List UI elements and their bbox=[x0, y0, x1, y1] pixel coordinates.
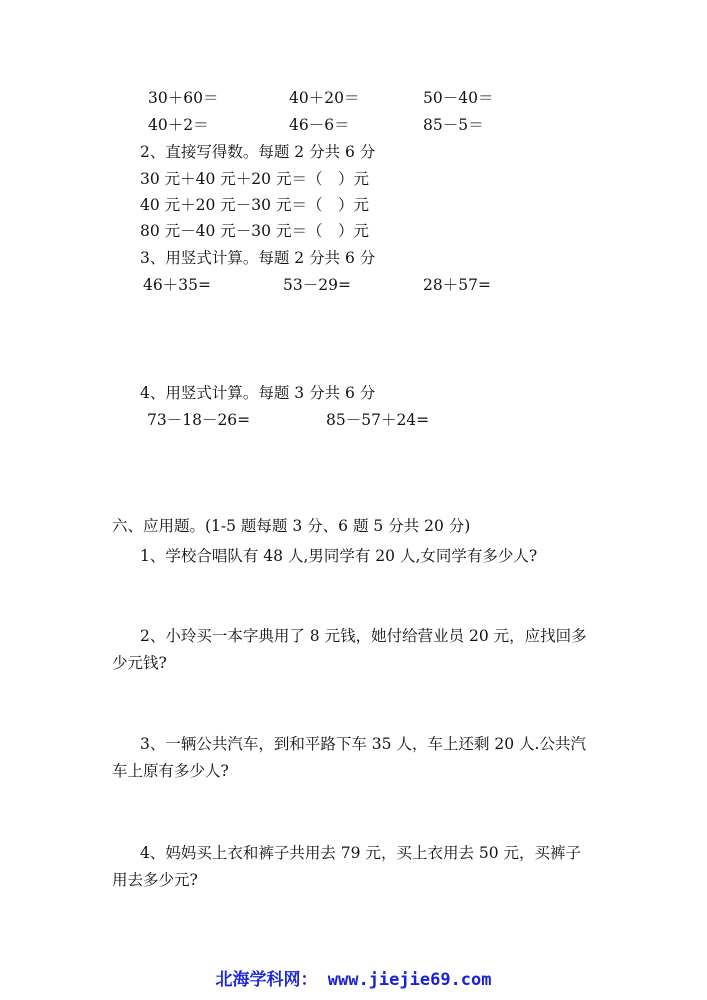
oral-item: 40＋2＝ bbox=[148, 116, 209, 134]
money-item: 80 元－40 元－30 元＝（ ）元 bbox=[140, 222, 369, 240]
oral-item: 50－40＝ bbox=[423, 89, 494, 107]
oral-item: 30＋60＝ bbox=[148, 89, 219, 107]
word-problem-continued: 用去多少元? bbox=[112, 871, 198, 889]
question-title: 4、用竖式计算。每题 3 分共 6 分 bbox=[140, 384, 376, 402]
word-problem: 3、一辆公共汽车，到和平路下车 35 人，车上还剩 20 人.公共汽 bbox=[140, 735, 586, 753]
vertical-calc-item: 28＋57= bbox=[423, 276, 491, 294]
oral-item: 46－6＝ bbox=[289, 116, 350, 134]
vertical-calc-item: 73－18－26= bbox=[147, 411, 251, 429]
vertical-calc-item: 85－57＋24= bbox=[326, 411, 430, 429]
word-problem: 2、小玲买一本字典用了 8 元钱，她付给营业员 20 元，应找回多 bbox=[140, 627, 587, 645]
word-problem-continued: 车上原有多少人? bbox=[112, 762, 229, 780]
question-title: 3、用竖式计算。每题 2 分共 6 分 bbox=[140, 249, 376, 267]
money-item: 30 元＋40 元＋20 元＝（ ）元 bbox=[140, 170, 369, 188]
word-problem: 1、学校合唱队有 48 人,男同学有 20 人,女同学有多少人? bbox=[140, 547, 538, 565]
vertical-calc-item: 46＋35= bbox=[143, 276, 211, 294]
money-item: 40 元＋20 元－30 元＝（ ）元 bbox=[140, 196, 369, 214]
word-problem-continued: 少元钱? bbox=[112, 654, 167, 672]
vertical-calc-item: 53－29= bbox=[283, 276, 351, 294]
footer-site-link[interactable]: 北海学科网： www.jiejie69.com bbox=[215, 970, 492, 990]
section-title: 六、应用题。(1-5 题每题 3 分、6 题 5 分共 20 分) bbox=[112, 517, 471, 535]
oral-item: 85－5＝ bbox=[423, 116, 484, 134]
question-title: 2、直接写得数。每题 2 分共 6 分 bbox=[140, 143, 376, 161]
word-problem: 4、妈妈买上衣和裤子共用去 79 元，买上衣用去 50 元，买裤子 bbox=[140, 844, 582, 862]
oral-item: 40＋20＝ bbox=[289, 89, 360, 107]
